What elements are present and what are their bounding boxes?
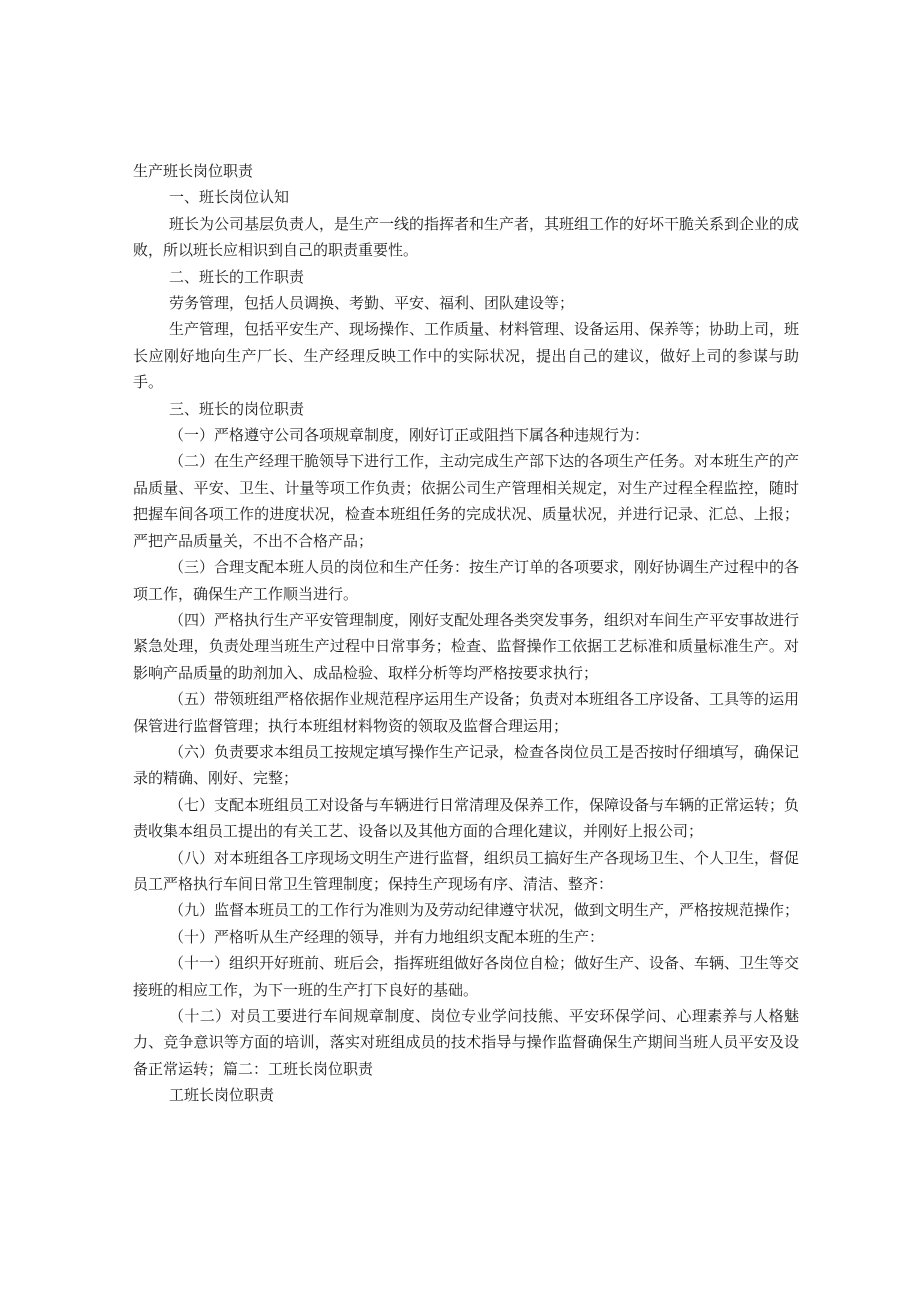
duty-item-9: （九）监督本班员工的工作行为准则为及劳动纪律遵守状况，做到文明生产，严格按规范操作；	[169, 901, 800, 920]
document-title: 生产班长岗位职责	[133, 162, 254, 180]
duty-item-4: （四）严格执行生产平安管理制度，刚好支配处理各类突发事务，组织对车间生产平安事故进行紧急处理，负责处理当班生产过程中日常事务；检查、监督操作工依据工艺标准和质量标准生产。对影响产品质量的助剂加入、成品检验、取样分析等均严格按要求执行；	[133, 610, 800, 682]
duty-item-1: （一）严格遵守公司各项规章制度，刚好订正或阻挡下属各种违规行为：	[169, 426, 650, 445]
paragraph: 劳务管理，包括人员调换、考勤、平安、福利、团队建设等；	[169, 294, 575, 313]
duty-item-7: （七）支配本班组员工对设备与车辆进行日常清理及保养工作，保障设备与车辆的正常运转；负责收集本组员工提出的有关工艺、设备以及其他方面的合理化建议，并刚好上报公司；	[133, 795, 800, 841]
duty-item-8: （八）对本班组各工序现场文明生产进行监督，组织员工搞好生产各现场卫生、个人卫生，督促员工严格执行车间日常卫生管理制度；保持生产现场有序、清洁、整齐：	[133, 848, 800, 893]
document-page	[133, 158, 799, 1109]
duty-item-2: （二）在生产经理干脆领导下进行工作，主动完成生产部下达的各项生产任务。对本班生产的产品质量、平安、卫生、计量等项工作负责；依据公司生产管理相关规定，对生产过程全程监控，随时把握车间各项工作的进度状况，检查本班组任务的完成状况、质量状况，并进行记录、汇总、上报；严把产品质量关，不出不合格产品；	[133, 452, 800, 550]
sub-document-title: 工班长岗位职责	[169, 1086, 275, 1105]
section-heading-2: 二、班长的工作职责	[169, 267, 305, 286]
paragraph: 生产管理，包括平安生产、现场操作、工作质量、材料管理、设备运用、保养等；协助上司，班长应刚好地向生产厂长、生产经理反映工作中的实际状况，提出自己的建议，做好上司的参谋与助手。	[133, 320, 800, 392]
duty-item-3: （三）合理支配本班人员的岗位和生产任务：按生产订单的各项要求，刚好协调生产过程中的各项工作，确保生产工作顺当进行。	[133, 558, 800, 603]
duty-item-11: （十一）组织开好班前、班后会，指挥班组做好各岗位自检；做好生产、设备、车辆、卫生等交接班的相应工作，为下一班的生产打下良好的基础。	[133, 954, 800, 999]
section-heading-1: 一、班长岗位认知	[169, 188, 290, 207]
duty-item-5: （五）带领班组严格依据作业规范程序运用生产设备；负责对本班组各工序设备、工具等的运用保管进行监督管理；执行本班组材料物资的领取及监督合理运用；	[133, 690, 800, 735]
duty-item-10: （十）严格听从生产经理的领导，并有力地组织支配本班的生产：	[169, 927, 605, 946]
duty-item-12: （十二）对员工要进行车间规章制度、岗位专业学问技熊、平安环保学问、心理素养与人格魅力、竞争意识等方面的培训，落实对班组成员的技术指导与操作监督确保生产期间当班人员平安及设备正常运转；篇二：工班长岗位职责	[133, 1007, 799, 1078]
paragraph: 班长为公司基层负责人，是生产一线的指挥者和生产者，其班组工作的好坏干脆关系到企业的成败，所以班长应相识到自己的职责重要性。	[133, 214, 800, 260]
duty-item-6: （六）负责要求本组员工按规定填写操作生产记录，检查各岗位员工是否按时仔细填写，确保记录的精确、刚好、完整；	[133, 742, 800, 788]
section-heading-3: 三、班长的岗位职责	[169, 399, 305, 418]
